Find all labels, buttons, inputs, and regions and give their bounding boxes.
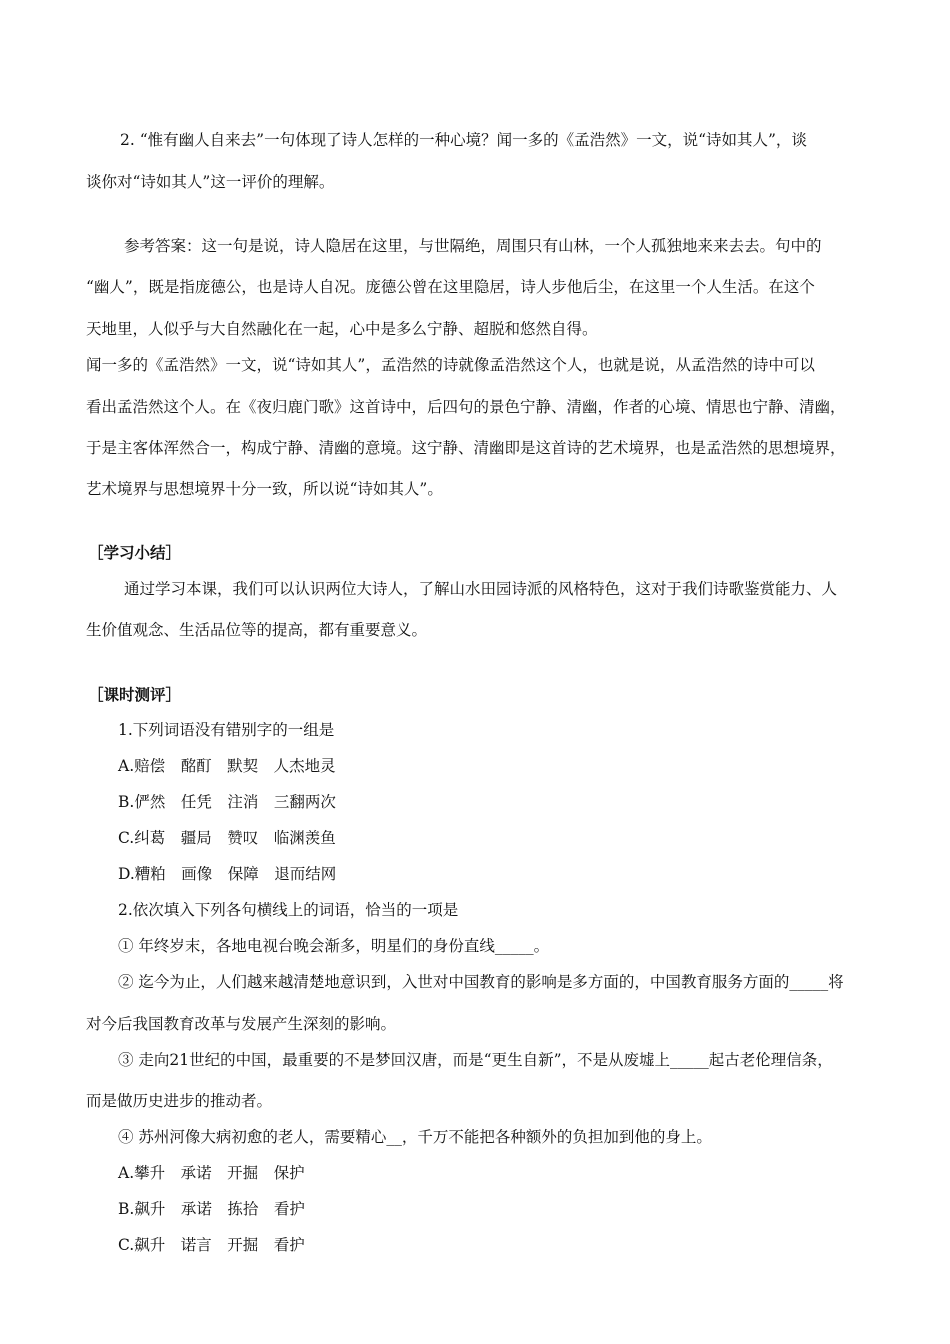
q1-option-a: A.赔偿 酩酊 默契 人杰地灵 <box>118 757 336 775</box>
q2-option-c: C.飙升 诺言 开掘 看护 <box>118 1236 305 1254</box>
q1-stem: 1.下列词语没有错别字的一组是 <box>118 721 335 739</box>
answer-line-6: 于是主客体浑然合一，构成宁静、清幽的意境。这宁静、清幽即是这首诗的艺术境界，也是孟浩然的思想境界， <box>86 439 846 457</box>
q2-option-a: A.攀升 承诺 开掘 保护 <box>118 1164 305 1182</box>
q2-sentence-4: ④ 苏州河像大病初愈的老人，需要精心__，千万不能把各种额外的负担加到他的身上。 <box>118 1128 712 1146</box>
answer-line-4: 闻一多的《孟浩然》一文，说“诗如其人”，孟浩然的诗就像孟浩然这个人，也就是说，从孟浩然的诗中可以 <box>86 356 815 374</box>
answer-line-7: 艺术境界与思想境界十分一致，所以说“诗如其人”。 <box>86 480 443 498</box>
answer-line-2: “幽人”，既是指庞德公，也是诗人自况。庞德公曾在这里隐居，诗人步他后尘，在这里一个人生活。在这个 <box>86 278 815 296</box>
answer-line-5: 看出孟浩然这个人。在《夜归鹿门歌》这首诗中，后四句的景色宁静、清幽，作者的心境、情思也宁静、清幽， <box>86 398 846 416</box>
summary-line-1: 通过学习本课，我们可以认识两位大诗人，了解山水田园诗派的风格特色，这对于我们诗歌鉴赏能力、人 <box>124 580 838 598</box>
answer-line-3: 天地里，人似乎与大自然融化在一起，心中是多么宁静、超脱和悠然自得。 <box>86 320 598 338</box>
q2-sentence-3-line-1: ③ 走向21世纪的中国，最重要的不是梦回汉唐，而是“更生自新”，不是从废墟上_____起古老伦理信条， <box>118 1051 833 1069</box>
q2-sentence-2-line-2: 对今后我国教育改革与发展产生深刻的影响。 <box>86 1015 397 1033</box>
q2-option-b: B.飙升 承诺 拣拾 看护 <box>118 1200 305 1218</box>
question-2-line-2: 谈你对“诗如其人”这一评价的理解。 <box>86 173 335 191</box>
q2-stem: 2.依次填入下列各句横线上的词语，恰当的一项是 <box>118 901 459 919</box>
summary-line-2: 生价值观念、生活品位等的提高，都有重要意义。 <box>86 621 428 639</box>
q2-sentence-2-line-1: ② 迄今为止，人们越来越清楚地意识到，入世对中国教育的影响是多方面的，中国教育服务方面的_____将 <box>118 973 844 991</box>
q1-option-c: C.纠葛 疆局 赞叹 临渊羡鱼 <box>118 829 336 847</box>
answer-line-1: 参考答案：这一句是说，诗人隐居在这里，与世隔绝，周围只有山林，一个人孤独地来来去去。句中的 <box>124 237 822 255</box>
q1-option-b: B.俨然 任凭 注消 三翻两次 <box>118 793 336 811</box>
q2-sentence-3-line-2: 而是做历史进步的推动者。 <box>86 1092 273 1110</box>
test-heading: ［课时测评］ <box>88 685 182 704</box>
question-2-line-1: 2. “惟有幽人自来去”一句体现了诗人怎样的一种心境？闻一多的《孟浩然》一文，说“诗如其人”，谈 <box>120 131 807 149</box>
q1-option-d: D.糟粕 画像 保障 退而结网 <box>118 865 337 883</box>
summary-heading: ［学习小结］ <box>88 543 182 562</box>
q2-sentence-1: ① 年终岁末，各地电视台晚会渐多，明星们的身份直线_____。 <box>118 937 550 955</box>
